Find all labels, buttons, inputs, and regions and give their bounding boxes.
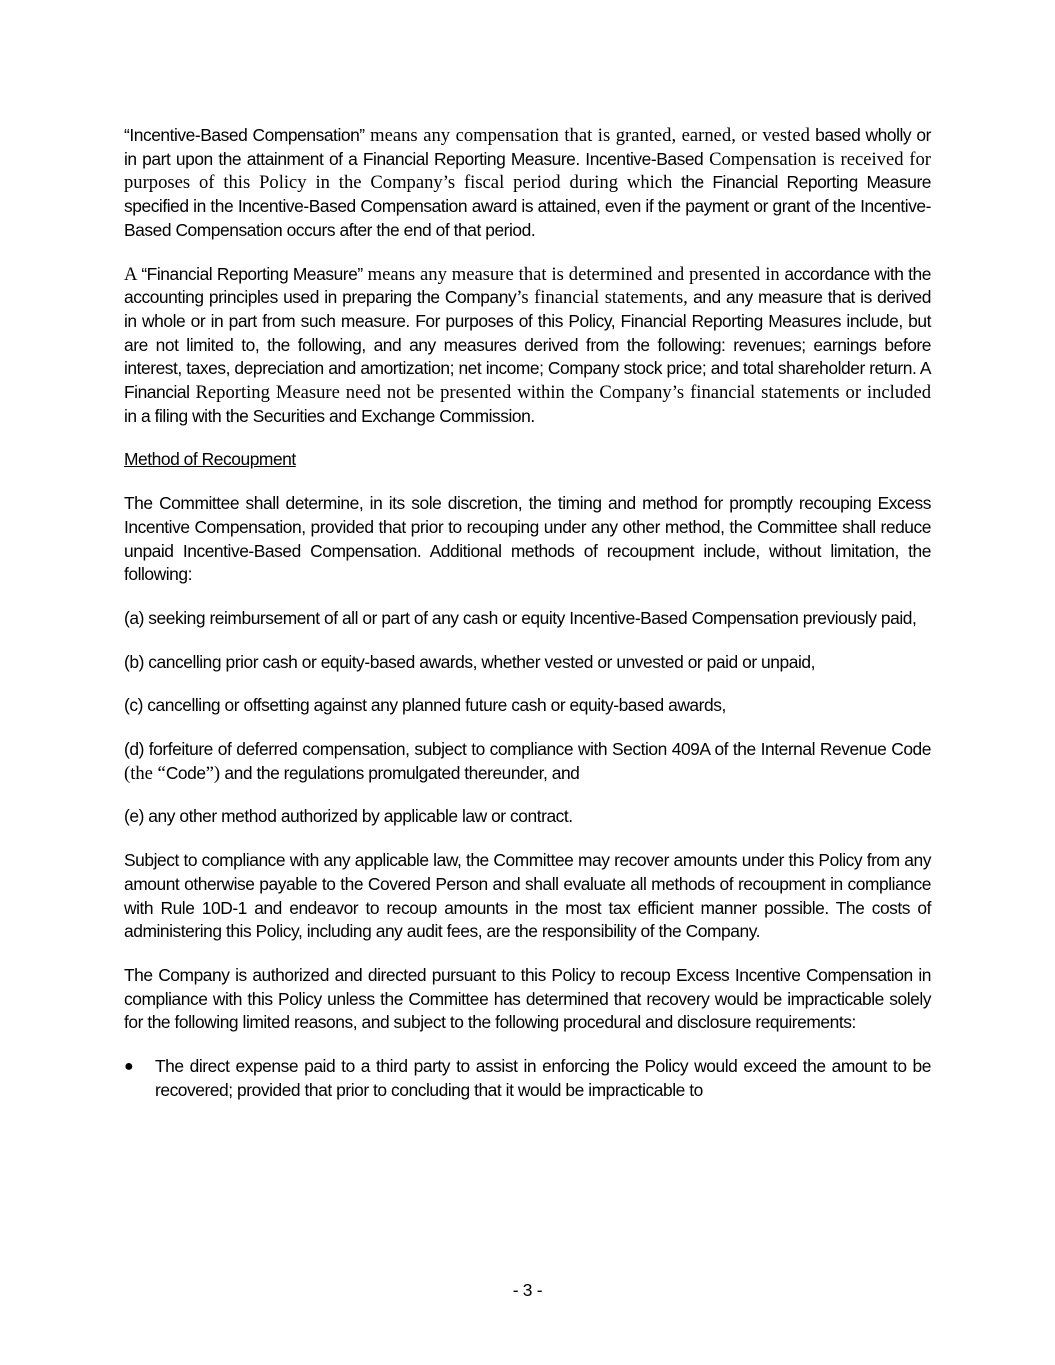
bullet-text: The direct expense paid to a third party to assist in enforcing the Policy would exceed the amount to be recovered; provided that prior to concluding that it would be impracticable to — [155, 1056, 931, 1100]
section-heading: Method of Recoupment — [124, 449, 296, 470]
bullet-icon: ● — [124, 1058, 134, 1076]
definition-incentive-based-compensation: “Incentive-Based Compensation” means any compensation that is granted, earned, or vested based wholly or in part upon the attainment of a Financial Reporting Measure. Incentive-Based Compensation is received for purposes of this Policy in the Company’s fiscal period during which the Financial Reporting Measure specified in the Incentive-Based Compensation award is attained, even if the payment or grant of the Incentive-Based Compensation occurs after the end of that period. — [124, 125, 932, 240]
list-item-e: (e) any other method authorized by applicable law or contract. — [124, 806, 573, 827]
page-number: - 3 - — [512, 1280, 543, 1300]
paragraph-recoupment-intro: The Committee shall determine, in its sole discretion, the timing and method for promptly recouping Excess Incentive Compensation, provided that prior to recouping under any other method, the Committee shall reduce unpaid Incentive-Based Compensation. Additional methods of recoupment include, without limitation, the following: — [124, 493, 931, 585]
defined-term: “Financial Reporting Measure” — [141, 263, 363, 284]
paragraph-recovery-methods: Subject to compliance with any applicable law, the Committee may recover amounts under this Policy from any amount otherwise payable to the Covered Person and shall evaluate all methods of recoupment in compliance with Rule 10D-1 and endeavor to recoup amounts in the most tax efficient manner possible. The costs of administering this Policy, including any audit fees, are the responsibility of the Company. — [124, 850, 931, 942]
paragraph-authorization: The Company is authorized and directed pursuant to this Policy to recoup Excess Incentive Compensation in compliance with this Policy unless the Committee has determined that recovery would be impracticable solely for the following limited reasons, and subject to the following procedural and disclosure requirements: — [124, 964, 931, 1033]
list-item-c: (c) cancelling or offsetting against any planned future cash or equity-based awards, — [124, 695, 726, 716]
bullet-item — [124, 1055, 931, 1102]
document-page — [124, 124, 931, 1123]
definition-financial-reporting-measure: A “Financial Reporting Measure” means any measure that is determined and presented in accordance with the accounting principles used in preparing the Company’s financial statements, and any measure that is derived in whole or in part from such measure. For purposes of this Policy, Financial Reporting Measures include, but are not limited to, the following, and any measures derived from the following: revenues; earnings before interest, taxes, depreciation and amortization; net income; Company stock price; and total shareholder return. A Financial Reporting Measure need not be presented within the Company’s financial statements or included in a filing with the Securities and Exchange Commission. — [124, 263, 931, 426]
defined-term: “Incentive-Based Compensation” — [124, 125, 365, 145]
list-item-d: (d) forfeiture of deferred compensation, subject to compliance with Section 409A of the Internal Revenue Code (the “Code”) and the regulations promulgated thereunder, and — [124, 739, 931, 784]
list-item-a: (a) seeking reimbursement of all or part of any cash or equity Incentive-Based Compensation previously paid, — [124, 607, 917, 628]
list-item-b: (b) cancelling prior cash or equity-based awards, whether vested or unvested or paid or unpaid, — [124, 651, 815, 672]
